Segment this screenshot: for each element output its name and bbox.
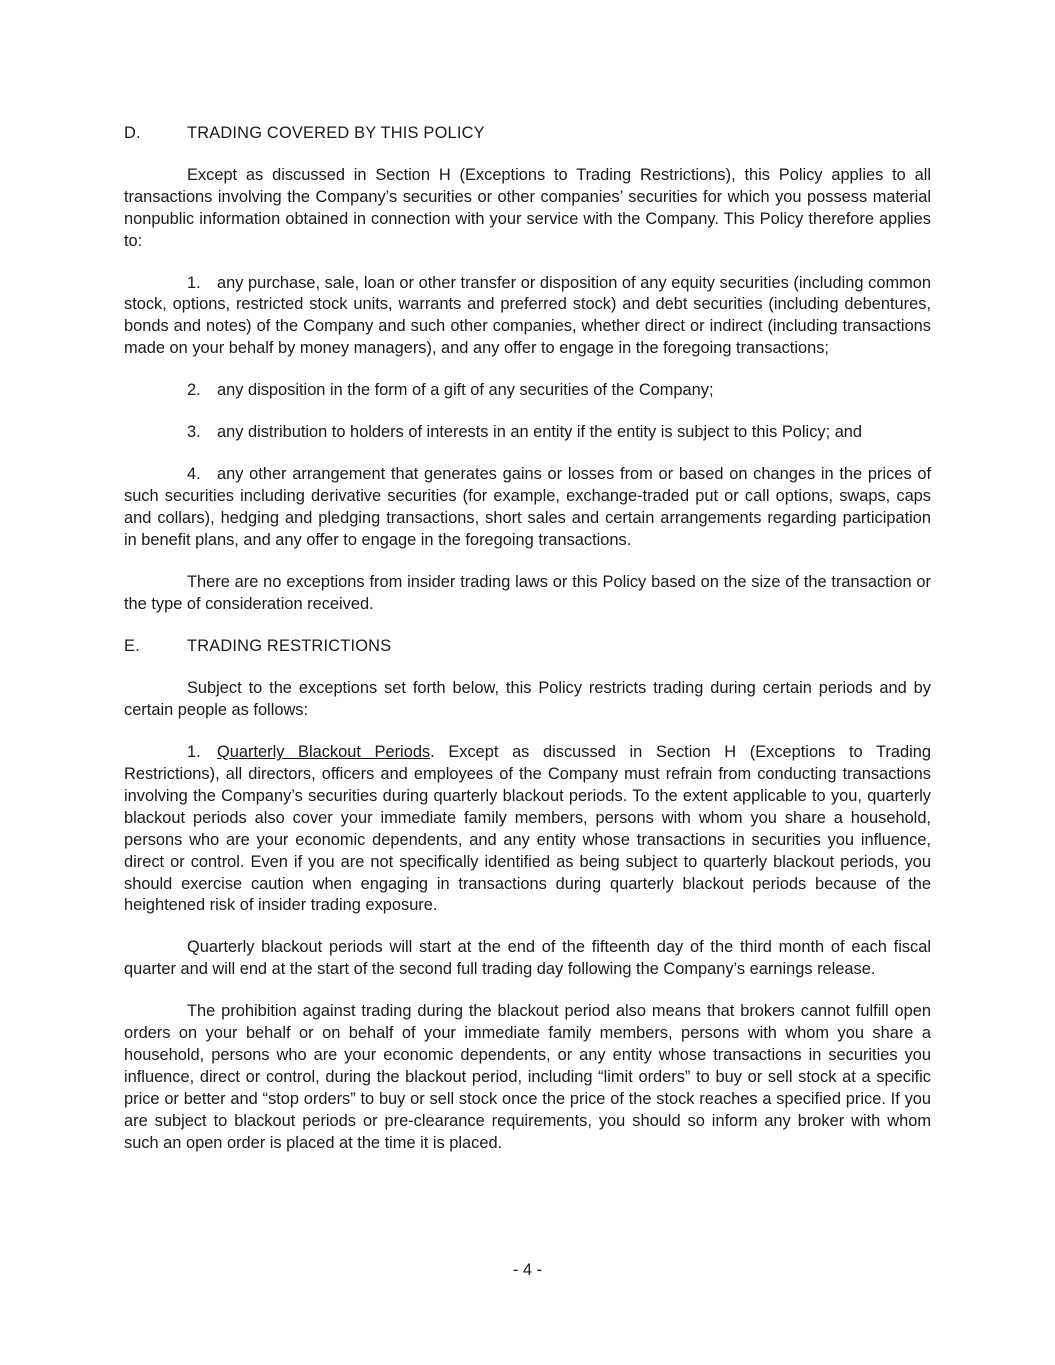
section-d-item-2 (124, 380, 931, 402)
section-e-item-1-number: 1. (187, 743, 201, 762)
section-d-item-2-number: 2. (187, 381, 201, 400)
page-number: - 4 - (512, 1261, 543, 1279)
section-e-paragraph-2: Quarterly blackout periods will start at the end of the fifteenth day of the third month of each fiscal quarter and will end at the start of the second full trading day following the Company’s earnings release. (124, 938, 931, 979)
section-d-closing: There are no exceptions from insider trading laws or this Policy based on the size of the transaction or the type of consideration received. (124, 572, 931, 613)
section-e-heading (124, 636, 931, 658)
section-e-item-1-title: Quarterly Blackout Periods (217, 743, 431, 762)
section-d-item-2-text: any disposition in the form of a gift of any securities of the Company; (217, 381, 714, 400)
section-e-title: TRADING RESTRICTIONS (187, 637, 392, 656)
section-d-title: TRADING COVERED BY THIS POLICY (187, 124, 485, 142)
section-d-item-1-text: any purchase, sale, loan or other transfer or disposition of any equity securities (including common stock, options, restricted stock units, warrants and preferred stock) and debt securities (including debentures, bonds and notes) of the Company and such other companies, whether direct or indirect (including transactions made on your behalf by money managers), and any offer to engage in the foregoing transactions; (124, 273, 931, 358)
section-d-item-3 (124, 422, 931, 444)
section-d-heading (124, 123, 931, 145)
section-e-item-1-text: . Except as discussed in Section H (Exceptions to Trading Restrictions), all directors, officers and employees of the Company must refrain from conducting transactions involving the Company’s securities during quarterly blackout periods. To the extent applicable to you, quarterly blackout periods also cover your immediate family members, persons with whom you share a household, persons who are your economic dependents, and any entity whose transactions in securities you influence, direct or control. Even if you are not specifically identified as being subject to quarterly blackout periods, you should exercise caution when engaging in transactions during quarterly blackout periods because of the heightened risk of insider trading exposure. (124, 743, 931, 915)
section-e-intro: Subject to the exceptions set forth below, this Policy restricts trading during certain periods and by certain people as follows: (124, 679, 931, 720)
section-d-item-3-text: any distribution to holders of interests in an entity if the entity is subject to this Policy; and (217, 423, 863, 442)
section-d-letter: D. (124, 124, 141, 142)
section-d-item-3-number: 3. (187, 423, 201, 442)
section-d-item-1 (124, 273, 931, 361)
section-d-item-4-number: 4. (187, 464, 201, 483)
section-d-item-1-number: 1. (187, 273, 201, 292)
section-e-item-1 (124, 742, 931, 917)
section-e-letter: E. (124, 637, 140, 656)
section-d-intro: Except as discussed in Section H (Exceptions to Trading Restrictions), this Policy applies to all transactions involving the Company’s securities or other companies’ securities for which you possess material nonpublic information obtained in connection with your service with the Company. This Policy therefore applies to: (124, 165, 931, 250)
section-e-paragraph-3: The prohibition against trading during the blackout period also means that brokers cannot fulfill open orders on your behalf or on behalf of your immediate family members, persons with whom you share a household, persons who are your economic dependents, or any entity whose transactions in securities you influence, direct or control, during the blackout period, including “limit orders” to buy or sell stock at a specific price or better and “stop orders” to buy or sell stock once the price of the stock reaches a specified price. If you are subject to blackout periods or pre-clearance requirements, you should so inform any broker with whom such an open order is placed at the time it is placed. (124, 1002, 931, 1152)
section-d-item-4 (124, 464, 931, 552)
document-page (124, 123, 931, 1175)
section-d-item-4-text: any other arrangement that generates gains or losses from or based on changes in the prices of such securities including derivative securities (for example, exchange-traded put or call options, swaps, caps and collars), hedging and pledging transactions, short sales and certain arrangements regarding participation in benefit plans, and any offer to engage in the foregoing transactions. (124, 464, 931, 549)
